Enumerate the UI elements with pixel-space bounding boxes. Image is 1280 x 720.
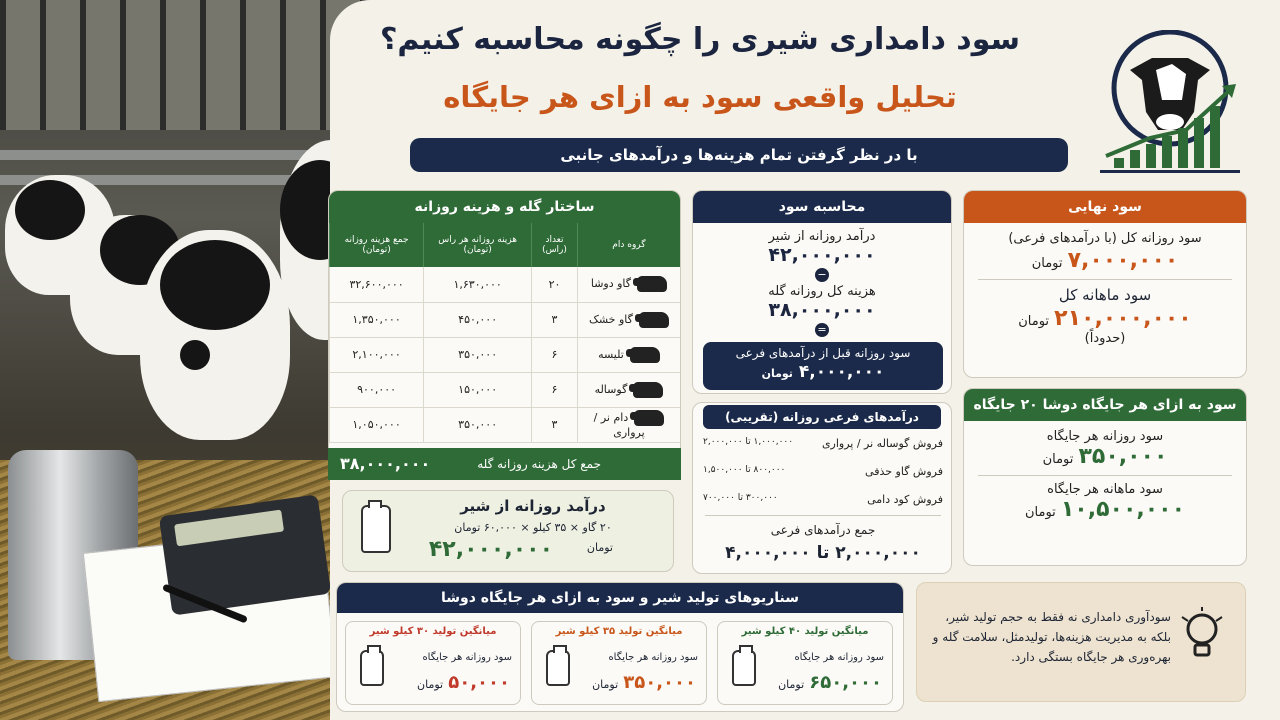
calf-icon xyxy=(633,382,663,398)
per-head: ۱۵۰,۰۰۰ xyxy=(424,372,532,407)
milk-bottle-icon xyxy=(361,505,391,557)
per-stall-daily-unit: تومان xyxy=(1042,452,1074,467)
per-stall-title: سود به ازای هر جایگاه دوشا ۲۰ جایگاه xyxy=(964,389,1246,421)
table-row xyxy=(330,407,681,442)
table-row xyxy=(330,267,681,302)
divider xyxy=(978,475,1232,476)
per-head: ۳۵۰,۰۰۰ xyxy=(424,407,532,442)
final-monthly-value: ۲۱۰,۰۰۰,۰۰۰ xyxy=(1054,306,1192,331)
herd-total-label: جمع کل هزینه روزانه گله xyxy=(477,457,601,471)
lightbulb-icon xyxy=(1180,605,1224,665)
per-head: ۱,۶۳۰,۰۰۰ xyxy=(424,267,532,302)
milk-income-panel xyxy=(342,490,674,572)
sum: ۲,۱۰۰,۰۰۰ xyxy=(330,337,424,372)
cow xyxy=(140,230,290,440)
side-item-range: ۸۰۰,۰۰۰ تا ۱,۵۰۰,۰۰۰ xyxy=(703,465,786,475)
per-stall-daily-value: ۳۵۰,۰۰۰ xyxy=(1078,444,1168,469)
milk-bottle-icon xyxy=(546,650,570,686)
scenario-value: ۳۵۰,۰۰۰ xyxy=(623,672,696,693)
scenario-unit: تومان xyxy=(778,678,805,691)
milk-bottle-icon xyxy=(732,650,756,686)
side-item-range: ۱,۰۰۰,۰۰۰ تا ۲,۰۰۰,۰۰۰ xyxy=(703,437,794,447)
table-row xyxy=(330,372,681,407)
scenario-label: سود روزانه هر جایگاه xyxy=(608,652,698,663)
col-per-head: هزینه روزانه هر راس (تومان) xyxy=(424,223,532,267)
milk-income-unit: تومان xyxy=(586,541,613,554)
final-daily-value: ۷,۰۰۰,۰۰۰ xyxy=(1067,248,1179,273)
group-name: تلیسه xyxy=(598,347,624,361)
final-panel xyxy=(963,190,1247,378)
milk-income-title: درآمد روزانه از شیر xyxy=(460,497,606,515)
per-stall-daily-label: سود روزانه هر جایگاه xyxy=(1046,429,1164,444)
scenario-card xyxy=(345,621,521,705)
final-daily-label: سود روزانه کل (با درآمدهای فرعی) xyxy=(1008,231,1202,246)
scenario-value: ۶۵۰,۰۰۰ xyxy=(809,672,882,693)
table-row xyxy=(330,302,681,337)
scenarios-panel xyxy=(336,582,904,712)
scenario-heading: میانگین تولید ۴۰ کیلو شیر xyxy=(741,626,869,637)
scenario-value: ۵۰,۰۰۰ xyxy=(448,672,510,693)
cow-growth-logo xyxy=(1090,30,1250,180)
herd-table-header xyxy=(330,223,681,267)
milk-income-formula: ۲۰ گاو × ۳۵ کیلو × ۶۰,۰۰۰ تومان xyxy=(454,521,612,534)
scenario-label: سود روزانه هر جایگاه xyxy=(422,652,512,663)
count: ۳ xyxy=(532,302,578,337)
final-daily-unit: تومان xyxy=(1031,256,1063,271)
final-monthly-unit: تومان xyxy=(1018,314,1050,329)
calc-panel-title: محاسبه سود xyxy=(693,191,951,223)
table-row xyxy=(330,337,681,372)
bull-icon xyxy=(634,410,664,426)
side-sum-label: جمع درآمدهای فرعی xyxy=(770,523,876,537)
final-approx: (حدوداً) xyxy=(1084,331,1126,346)
group-name: دام نر / پرواری xyxy=(593,411,645,439)
per-head: ۳۵۰,۰۰۰ xyxy=(424,337,532,372)
side-item-label: فروش گاو حذفی xyxy=(865,465,943,478)
count: ۶ xyxy=(532,337,578,372)
herd-table xyxy=(329,223,680,443)
per-stall-monthly-unit: تومان xyxy=(1024,505,1056,520)
minus-icon: − xyxy=(815,268,829,282)
milk-bottle-icon xyxy=(360,650,384,686)
calc-profit-box xyxy=(703,342,943,390)
scenario-card xyxy=(531,621,707,705)
page-title: سود دامداری شیری را چگونه محاسبه کنیم؟ xyxy=(379,22,1021,57)
scenario-unit: تومان xyxy=(592,678,619,691)
calc-profit-label: سود روزانه قبل از درآمدهای فرعی xyxy=(735,346,911,360)
scenarios-title: سناریوهای تولید شیر و سود به ازای هر جایگاه دوشا xyxy=(337,583,903,613)
scenario-unit: تومان xyxy=(417,678,444,691)
per-stall-monthly-value: ۱۰,۵۰۰,۰۰۰ xyxy=(1060,497,1186,522)
sum: ۱,۳۵۰,۰۰۰ xyxy=(330,302,424,337)
per-stall-panel xyxy=(963,388,1247,566)
count: ۲۰ xyxy=(532,267,578,302)
group-name: گاو دوشا xyxy=(590,277,632,291)
group-name: گوساله xyxy=(594,382,628,396)
heifer-icon xyxy=(630,347,660,363)
per-stall-monthly-label: سود ماهانه هر جایگاه xyxy=(1047,482,1163,497)
side-income-panel xyxy=(692,402,952,574)
side-item-label: فروش کود دامی xyxy=(867,493,943,506)
per-head: ۴۵۰,۰۰۰ xyxy=(424,302,532,337)
scenario-heading: میانگین تولید ۳۰ کیلو شیر xyxy=(369,626,497,637)
calc-income-label: درآمد روزانه از شیر xyxy=(768,229,876,244)
calc-cost-label: هزینه کل روزانه گله xyxy=(768,284,876,299)
divider xyxy=(978,279,1232,280)
col-group: گروه دام xyxy=(577,223,680,267)
group-name: گاو خشک xyxy=(589,312,633,326)
cow-icon xyxy=(637,276,667,292)
col-count: تعداد (راس) xyxy=(532,223,578,267)
final-monthly-label: سود ماهانه کل xyxy=(1058,286,1152,304)
side-item-range: ۳۰۰,۰۰۰ تا ۷۰۰,۰۰۰ xyxy=(703,493,778,503)
herd-total-value: ۳۸,۰۰۰,۰۰۰ xyxy=(340,454,431,473)
herd-panel xyxy=(328,190,681,480)
side-item-label: فروش گوساله نر / پرواری xyxy=(821,437,943,450)
herd-total-row xyxy=(328,448,681,480)
subtitle-bar: با در نظر گرفتن تمام هزینه‌ها و درآمدهای جانبی xyxy=(410,138,1068,172)
calc-profit-unit: تومان xyxy=(761,367,793,380)
sum: ۳۲,۶۰۰,۰۰۰ xyxy=(330,267,424,302)
scenario-label: سود روزانه هر جایگاه xyxy=(794,652,884,663)
col-sum: جمع هزینه روزانه (تومان) xyxy=(330,223,424,267)
sum: ۹۰۰,۰۰۰ xyxy=(330,372,424,407)
scenario-heading: میانگین تولید ۳۵ کیلو شیر xyxy=(555,626,683,637)
calc-income-value: ۴۲,۰۰۰,۰۰۰ xyxy=(768,244,876,266)
calc-profit-value: ۴,۰۰۰,۰۰۰ xyxy=(798,362,885,382)
sum: ۱,۰۵۰,۰۰۰ xyxy=(330,407,424,442)
note-text: سودآوری دامداری نه فقط به حجم تولید شیر، بلکه به مدیریت هزینه‌ها، تولیدمثل، سلامت گله و بهره‌وری هر جایگاه بستگی دارد. xyxy=(932,610,1171,664)
equals-icon: = xyxy=(815,323,829,337)
count: ۶ xyxy=(532,372,578,407)
herd-panel-title: ساختار گله و هزینه روزانه xyxy=(329,191,680,223)
cow-icon xyxy=(639,312,669,328)
scenario-card xyxy=(717,621,893,705)
final-panel-title: سود نهایی xyxy=(964,191,1246,223)
count: ۳ xyxy=(532,407,578,442)
side-sum-value: ۲,۰۰۰,۰۰۰ تا ۴,۰۰۰,۰۰۰ xyxy=(725,543,921,563)
page-subtitle: تحلیل واقعی سود به ازای هر جایگاه xyxy=(443,80,957,114)
milk-income-value: ۴۲,۰۰۰,۰۰۰ xyxy=(428,537,553,562)
divider xyxy=(705,515,941,516)
calc-cost-value: ۳۸,۰۰۰,۰۰۰ xyxy=(768,299,876,321)
side-income-title: درآمدهای فرعی روزانه (تقریبی) xyxy=(703,405,941,429)
